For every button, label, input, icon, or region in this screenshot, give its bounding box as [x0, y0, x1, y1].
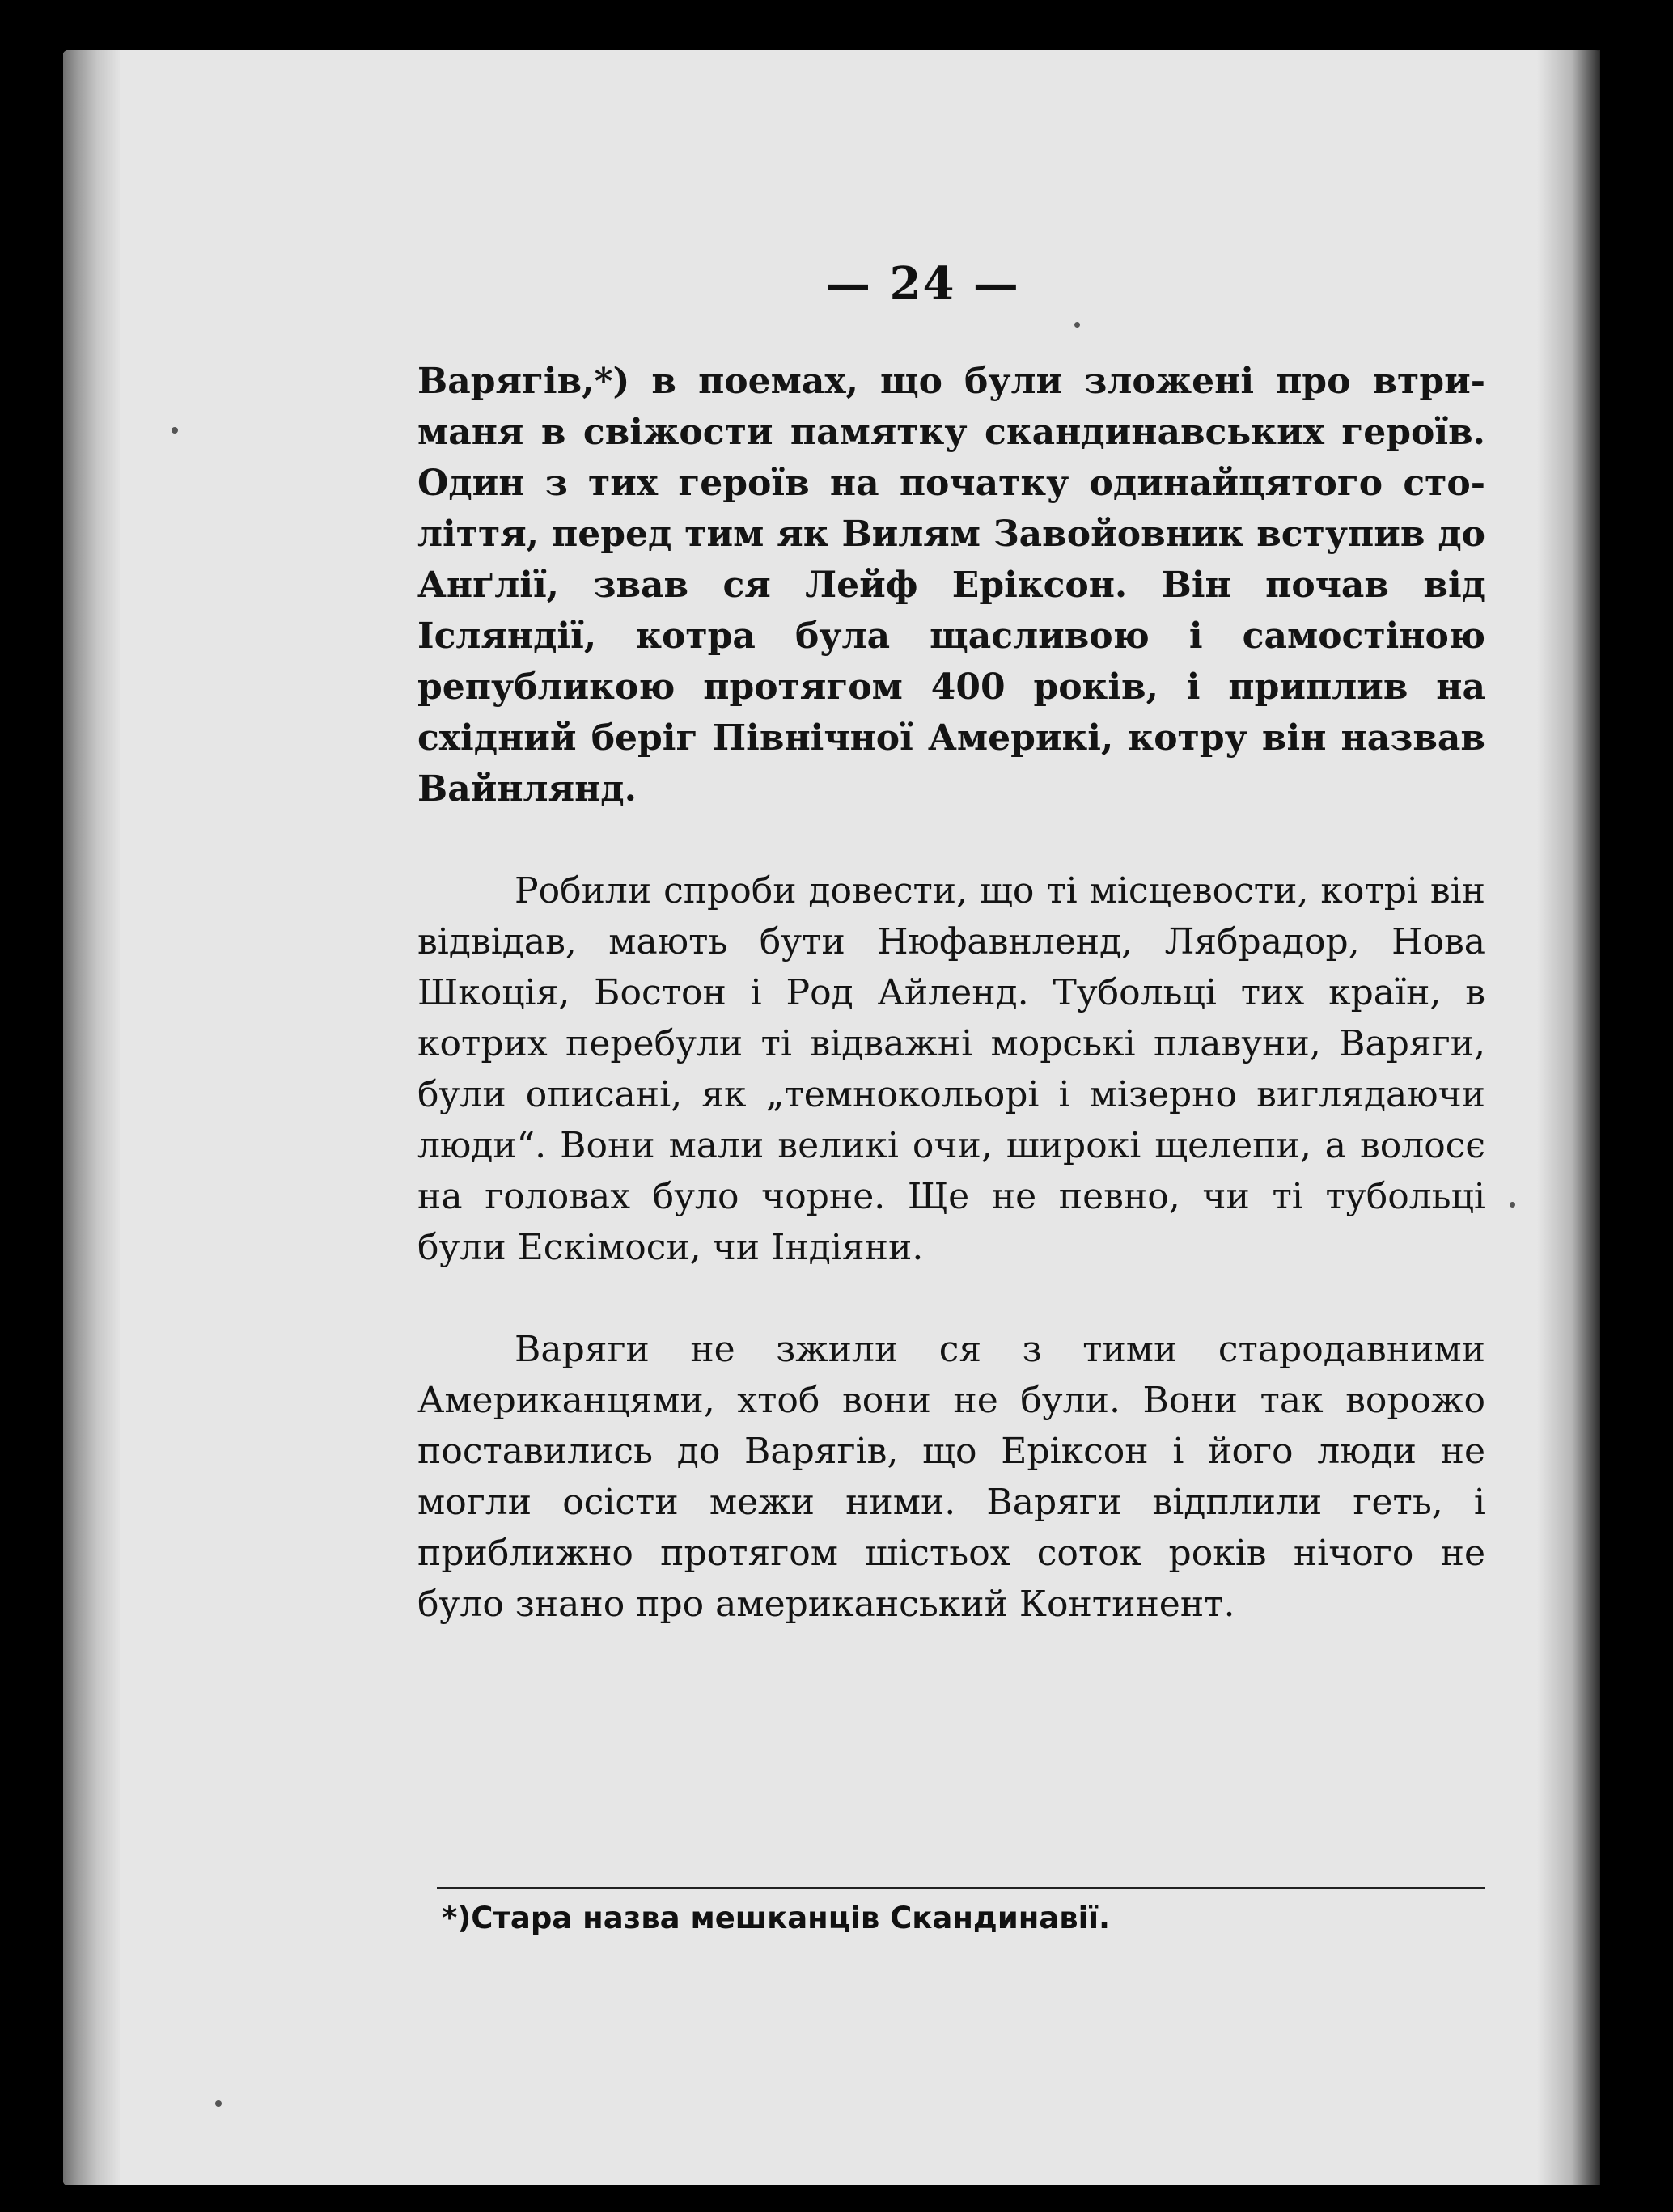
paragraph-1: Варягів,*) в поемах, що були зложені про втриманя в свіжости памятку скандинавських героїв. Один з тих героїв на початку одинайцятого століття, перед тим як Вилям Завойовник вступив до Анґлії, звав ся Лейф Еріксон. Він почав від Ісляндії, котра була щасливою і самостіною републикою протягом 400 років, і приплив на східний беріг Північної Америкі, котру він назвав Вайнлянд. [417, 361, 1485, 810]
paragraph-3: Варяги не зжили ся з тими стародавними Американцями, хтоб вони не були. Вони так ворожо поставились до Варягів, що Еріксон і його люди не могли осісти межи ними. Варяги відплили геть, і приближно протягом шістьох соток років нічого не було знано про американський Континент. [417, 1329, 1485, 1625]
scan-speck [172, 427, 178, 434]
body-text [417, 356, 1485, 1681]
scan-speck [215, 2100, 222, 2107]
footnote: *)Стара назва мешканців Скандинавії. [442, 1901, 1111, 1935]
scan-speck [1074, 322, 1080, 328]
page-number: — 24 — [825, 257, 1020, 311]
footnote-divider [437, 1887, 1485, 1889]
page-binding-gutter [63, 50, 120, 2185]
paragraph-2: Робили спроби довести, що ті місцевости, котрі він відвідав, мають бути Нюфавнленд, Лябрадор, Нова Шкоція, Бостон і Род Айленд. Тубольці тих країн, в котрих перебули ті відважні морські плавуни, Варяги, були описані, як „темнокольорі і мізерно виглядаючи люди“. Вони мали великі очи, широкі щелепи, а волосє на головах було чорне. Ще не певно, чи ті тубольці були Ескімоси, чи Індіяни. [417, 870, 1485, 1268]
page-edge-shadow [1537, 50, 1600, 2185]
scan-speck [1510, 1202, 1515, 1208]
